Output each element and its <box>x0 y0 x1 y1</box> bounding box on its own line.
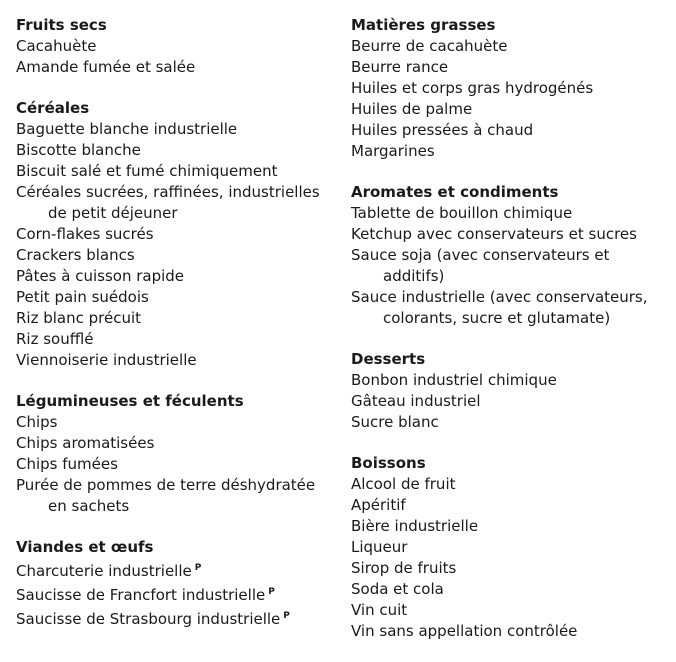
food-item-text: Ketchup avec conservateurs et sucres <box>351 225 637 243</box>
category-heading: Céréales <box>16 99 90 117</box>
food-item-text: Biscotte blanche <box>16 141 141 159</box>
food-list-item <box>16 287 336 308</box>
food-list-item <box>16 308 336 329</box>
food-item-text: Chips <box>16 413 58 431</box>
food-list <box>351 370 671 433</box>
food-list-item <box>16 329 336 350</box>
food-list-item <box>351 474 671 495</box>
food-item-text: Saucisse de Strasbourg industrielle <box>16 610 281 628</box>
food-list-item <box>16 182 336 224</box>
food-item-text: Saucisse de Francfort industrielle <box>16 586 266 604</box>
food-list-item <box>351 579 671 600</box>
food-item-text: Sauce industrielle (avec conservateurs, colorants, sucre et glutamate) <box>351 288 648 327</box>
food-list-item <box>16 558 336 582</box>
food-item-text: Pâtes à cuisson rapide <box>16 267 185 285</box>
food-list-item <box>351 600 671 621</box>
food-list <box>16 558 336 630</box>
p-mark: P <box>283 611 290 621</box>
food-list-item <box>351 99 671 120</box>
food-category-section <box>16 391 336 517</box>
food-item-text: Riz blanc précuit <box>16 309 142 327</box>
food-item-text: Bière industrielle <box>351 517 479 535</box>
food-list-item <box>351 516 671 537</box>
food-category-section <box>16 15 336 78</box>
food-list-item <box>16 161 336 182</box>
food-item-text: Cacahuète <box>16 37 97 55</box>
category-heading: Viandes et œufs <box>16 538 154 556</box>
food-item-text: Soda et cola <box>351 580 444 598</box>
food-item-text: Alcool de fruit <box>351 475 456 493</box>
food-list-item <box>16 119 336 140</box>
food-list-item <box>16 582 336 606</box>
food-list-item <box>16 350 336 371</box>
food-item-text: Corn-flakes sucrés <box>16 225 154 243</box>
food-list-item <box>351 245 671 287</box>
food-list-item <box>16 454 336 475</box>
food-list <box>351 36 671 162</box>
food-category-section <box>351 182 671 329</box>
food-list <box>16 119 336 371</box>
food-list-item <box>16 412 336 433</box>
food-list-item <box>351 120 671 141</box>
food-list-item <box>16 433 336 454</box>
right-column <box>351 15 671 662</box>
food-item-text: Beurre de cacahuète <box>351 37 508 55</box>
category-heading: Desserts <box>351 350 426 368</box>
food-item-text: Beurre rance <box>351 58 449 76</box>
food-item-text: Amande fumée et salée <box>16 58 196 76</box>
food-list-item <box>16 475 336 517</box>
food-item-text: Riz soufflé <box>16 330 94 348</box>
food-category-section <box>16 98 336 371</box>
food-list-item <box>16 57 336 78</box>
food-list <box>16 412 336 517</box>
food-item-text: Petit pain suédois <box>16 288 149 306</box>
food-list-item <box>16 266 336 287</box>
food-category-section <box>351 349 671 433</box>
food-list-item <box>351 412 671 433</box>
food-item-text: Gâteau industriel <box>351 392 481 410</box>
food-list-item <box>351 78 671 99</box>
food-list-item <box>351 537 671 558</box>
food-item-text: Biscuit salé et fumé chimiquement <box>16 162 278 180</box>
food-list-item <box>351 558 671 579</box>
food-item-text: Tablette de bouillon chimique <box>351 204 573 222</box>
food-item-text: Bonbon industriel chimique <box>351 371 557 389</box>
food-item-text: Chips aromatisées <box>16 434 155 452</box>
food-item-text: Céréales sucrées, raffinées, industrielles de petit déjeuner <box>16 183 320 222</box>
food-list-item <box>351 224 671 245</box>
food-item-text: Purée de pommes de terre déshydratée en sachets <box>16 476 316 515</box>
p-mark: P <box>268 587 275 597</box>
food-list-item <box>16 245 336 266</box>
food-list-item <box>351 621 671 642</box>
food-list-item <box>351 370 671 391</box>
food-list-item <box>351 203 671 224</box>
food-item-text: Vin cuit <box>351 601 408 619</box>
category-heading: Fruits secs <box>16 16 107 34</box>
food-item-text: Huiles de palme <box>351 100 473 118</box>
food-item-text: Sirop de fruits <box>351 559 457 577</box>
food-list-item <box>351 495 671 516</box>
food-item-text: Viennoiserie industrielle <box>16 351 197 369</box>
food-list-item <box>16 140 336 161</box>
food-category-section <box>351 453 671 642</box>
food-list-item <box>351 36 671 57</box>
food-item-text: Sauce soja (avec conservateurs et additifs) <box>351 246 610 285</box>
category-heading: Matières grasses <box>351 16 496 34</box>
food-list-item <box>16 224 336 245</box>
food-list-item <box>351 141 671 162</box>
food-item-text: Margarines <box>351 142 435 160</box>
food-list-item <box>16 36 336 57</box>
food-item-text: Apéritif <box>351 496 406 514</box>
food-category-section <box>16 537 336 630</box>
food-category-section <box>351 15 671 162</box>
left-column <box>16 15 336 650</box>
food-list-item <box>351 287 671 329</box>
food-item-text: Crackers blancs <box>16 246 135 264</box>
food-list-item <box>16 606 336 630</box>
category-heading: Boissons <box>351 454 426 472</box>
food-list-item <box>351 57 671 78</box>
food-list <box>16 36 336 78</box>
food-list <box>351 203 671 329</box>
p-mark: P <box>194 563 202 573</box>
food-item-text: Liqueur <box>351 538 408 556</box>
category-heading: Aromates et condiments <box>351 183 559 201</box>
food-item-text: Charcuterie industrielle <box>16 562 192 580</box>
category-heading: Légumineuses et féculents <box>16 392 244 410</box>
food-item-text: Huiles et corps gras hydrogénés <box>351 79 594 97</box>
food-item-text: Sucre blanc <box>351 413 439 431</box>
food-item-text: Baguette blanche industrielle <box>16 120 238 138</box>
food-list <box>351 474 671 642</box>
food-list-item <box>351 391 671 412</box>
food-item-text: Chips fumées <box>16 455 118 473</box>
food-item-text: Huiles pressées à chaud <box>351 121 534 139</box>
food-item-text: Vin sans appellation contrôlée <box>351 622 578 640</box>
